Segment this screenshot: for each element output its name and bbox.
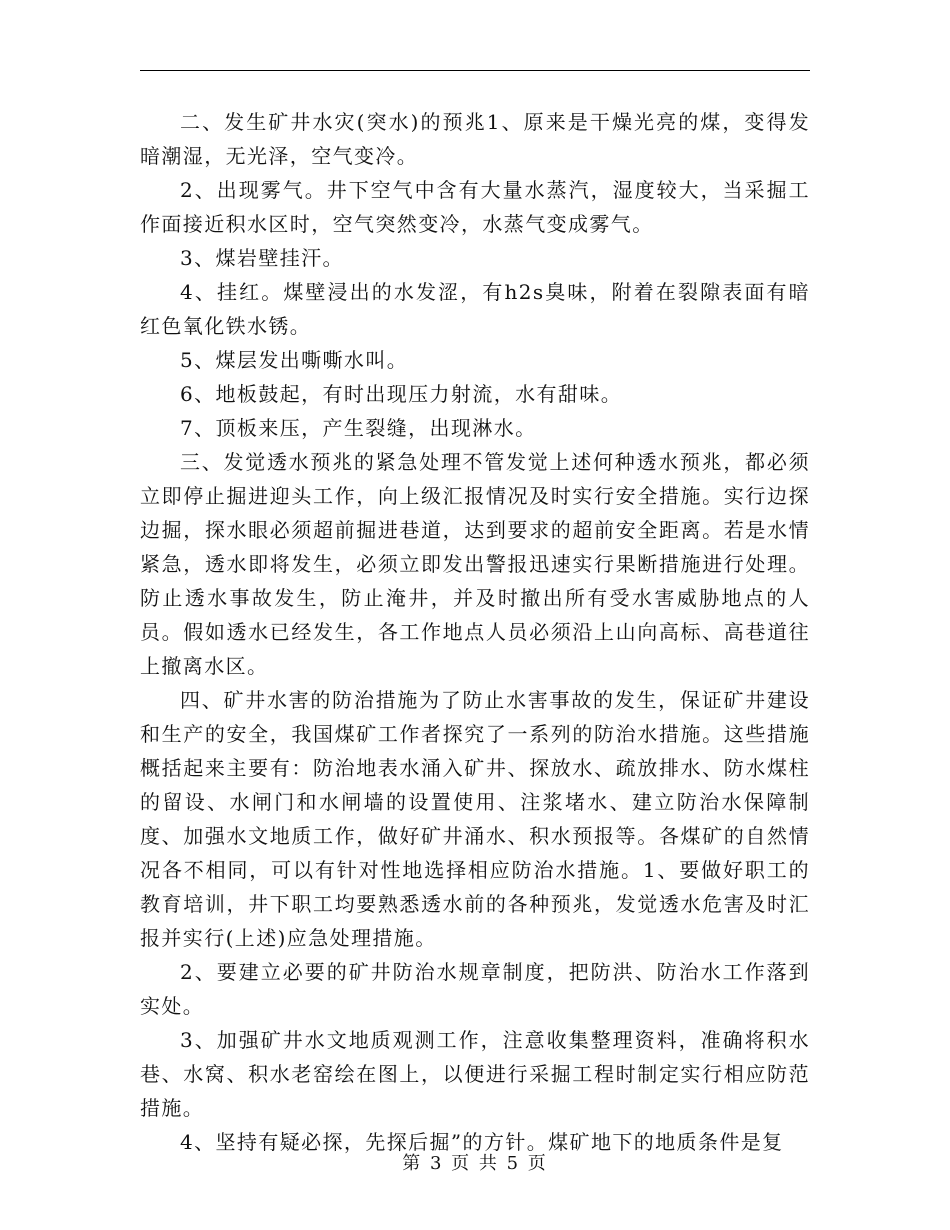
paragraph-sweating-wall: 3、煤岩壁挂汗。 [180,246,344,270]
paragraph-emergency-handling: 三、发觉透水预兆的紧急处理不管发觉上述何种透水预兆，都必须立即停止掘进迎头工作，向上级汇报情况及时实行安全措施。实行边探边掘，探水眼必须超前掘进巷道，达到要求的超前安全距离。若是水情紧急，透水即将发生，必须立即发出警报迅速实行果断措施进行处理。防止透水事故发生，防止淹井，并及时撤出所有受水害威胁地点的人员。假如透水已经发生，各工作地点人员必须沿上山向高标、高巷道往上撤离水区。 [140,450,810,678]
header-rule [140,70,810,71]
paragraph-prevention-measures: 四、矿井水害的防治措施为了防止水害事故的发生，保证矿井建设和生产的安全，我国煤矿工作者探究了一系列的防治水措施。这些措施概括起来主要有：防治地表水涌入矿井、探放水、疏放排水、防水煤柱的留设、水闸门和水闸墙的设置使用、注浆堵水、建立防治水保障制度、加强水文地质工作，做好矿井涌水、积水预报等。各煤矿的自然情况各不相同，可以有针对性地选择相应防治水措施。1、要做好职工的教育培训，井下职工均要熟悉透水前的各种预兆，发觉透水危害及时汇报并实行(上述)应急处理措施。 [140,688,810,950]
page-number-footer: 第 3 页 共 5 页 [402,1153,548,1174]
paragraph-explore-first: 4、坚持有疑必探，先探后掘”的方针。煤矿地下的地质条件是复 [180,1130,784,1154]
paragraph-roof-pressure: 7、顶板来压，产生裂缝，出现淋水。 [180,416,537,440]
paragraph-fog: 2、出现雾气。井下空气中含有大量水蒸汽，湿度较大，当采掘工作面接近积水区时，空气突然变冷，水蒸气变成雾气。 [140,178,810,236]
paragraph-hydrogeology: 3、加强矿井水文地质观测工作，注意收集整理资料，准确将积水巷、水窝、积水老窑绘在图上，以便进行采掘工程时制定实行相应防范措施。 [140,1028,810,1120]
paragraph-warning-signs-intro: 二、发生矿井水灾(突水)的预兆1、原来是干燥光亮的煤，变得发暗潮湿，无光泽，空气变冷。 [140,110,810,168]
paragraph-regulations: 2、要建立必要的矿井防治水规章制度，把防洪、防治水工作落到实处。 [140,960,810,1018]
body-text [140,105,810,1159]
paragraph-hissing: 5、煤层发出嘶嘶水叫。 [180,348,409,372]
paragraph-floor-heave: 6、地板鼓起，有时出现压力射流，水有甜味。 [180,382,623,406]
paragraph-red-rust: 4、挂红。煤壁浸出的水发涩，有h2s臭味，附着在裂隙表面有暗红色氧化铁水锈。 [140,280,810,338]
